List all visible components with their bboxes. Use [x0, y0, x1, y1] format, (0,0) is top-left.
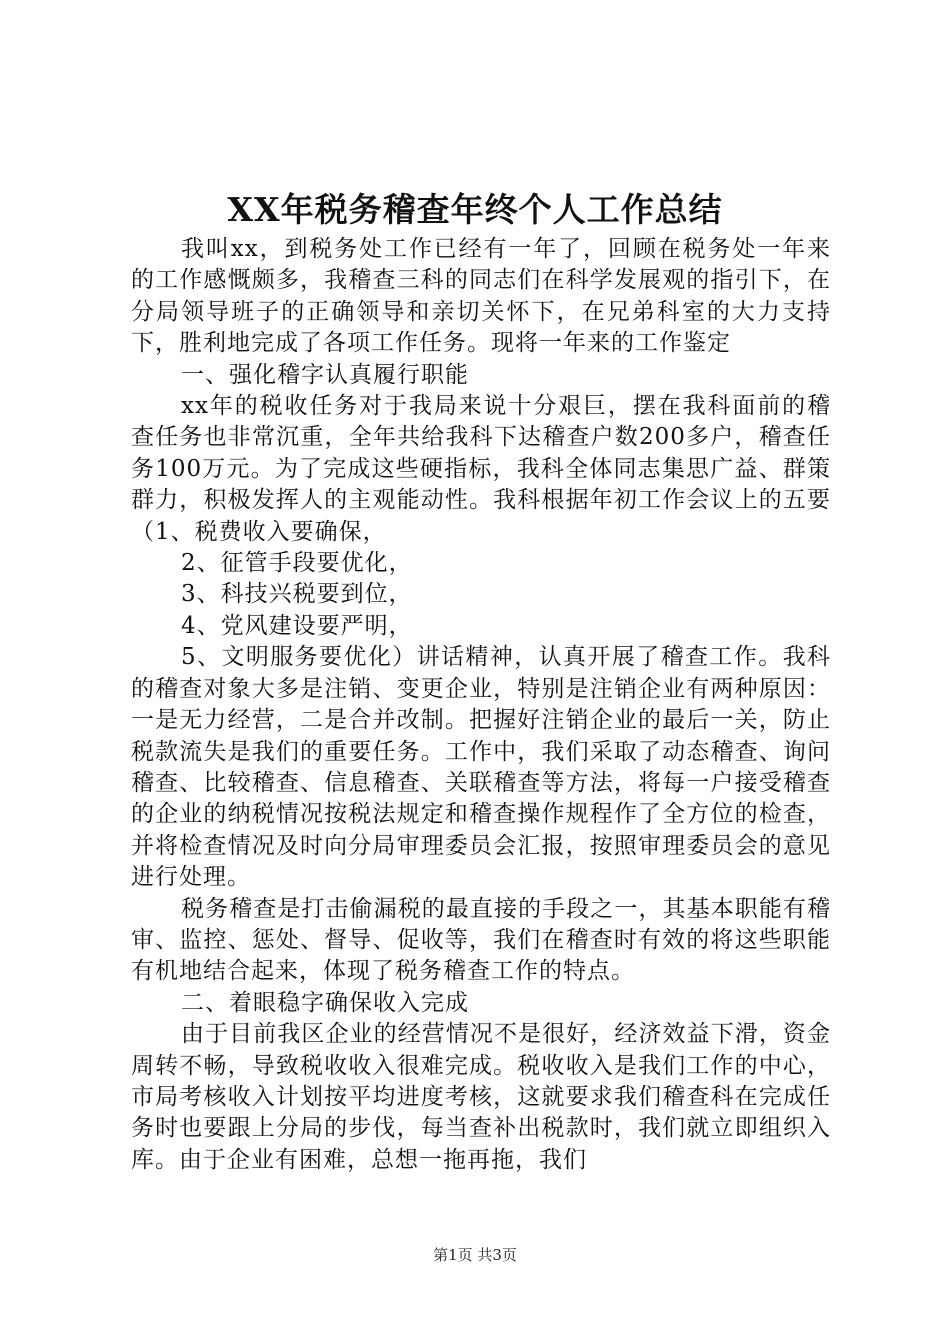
- list-item: 2、征管手段要优化，: [181, 550, 413, 577]
- document-body: [131, 234, 831, 1176]
- list-item: 3、科技兴税要到位，: [181, 581, 413, 608]
- paragraph-methods: 5、文明服务要优化）讲话精神，认真开展了稽查工作。我科的稽查对象大多是注销、变更企业，特别是注销企业有两种原因：一是无力经营，二是合并改制。把握好注销企业的最后一关，防止税款流失是我们的重要任务。工作中，我们采取了动态稽查、询问稽查、比较稽查、信息稽查、关联稽查等方法，将每一户接受稽查的企业的纳税情况按税法规定和稽查操作规程作了全方位的检查，并将检查情况及时向分局审理委员会汇报，按照审理委员会的意见进行处理。: [131, 644, 831, 891]
- list-item: 4、党风建设要严明，: [181, 612, 413, 639]
- paragraph-revenue: 由于目前我区企业的经营情况不是很好，经济效益下滑，资金周转不畅，导致税收收入很难完成。税收收入是我们工作的中心，市局考核收入计划按平均进度考核，这就要求我们稽查科在完成任务时也要跟上分局的步伐，每当查补出税款时，我们就立即组织入库。由于企业有困难，总想一拖再拖，我们: [131, 1021, 831, 1173]
- page-number: 第1页 共3页: [433, 1246, 517, 1264]
- section-heading-2: 二、着眼稳字确保收入完成: [181, 989, 469, 1016]
- paragraph-functions: 税务稽查是打击偷漏税的最直接的手段之一，其基本职能有稽审、监控、惩处、督导、促收等，我们在稽查时有效的将这些职能有机地结合起来，体现了税务稽查工作的特点。: [131, 895, 831, 985]
- section-heading-1: 一、强化稽字认真履行职能: [181, 361, 469, 388]
- paragraph-tasks: xx年的税收任务对于我局来说十分艰巨，摆在我科面前的稽查任务也非常沉重，全年共给我科下达稽查户数200多户，稽查任务100万元。为了完成这些硬指标，我科全体同志集思广益、群策群力，积极发挥人的主观能动性。我科根据年初工作会议上的五要（1、税费收入要确保，: [131, 393, 831, 545]
- paragraph-intro: 我叫xx，到税务处工作已经有一年了，回顾在税务处一年来的工作感慨颇多，我稽查三科的同志们在科学发展观的指引下，在分局领导班子的正确领导和亲切关怀下，在兄弟科室的大力支持下，胜利地完成了各项工作任务。现将一年来的工作鉴定: [131, 236, 831, 357]
- document-title: XX年税务稽查年终个人工作总结: [227, 190, 723, 229]
